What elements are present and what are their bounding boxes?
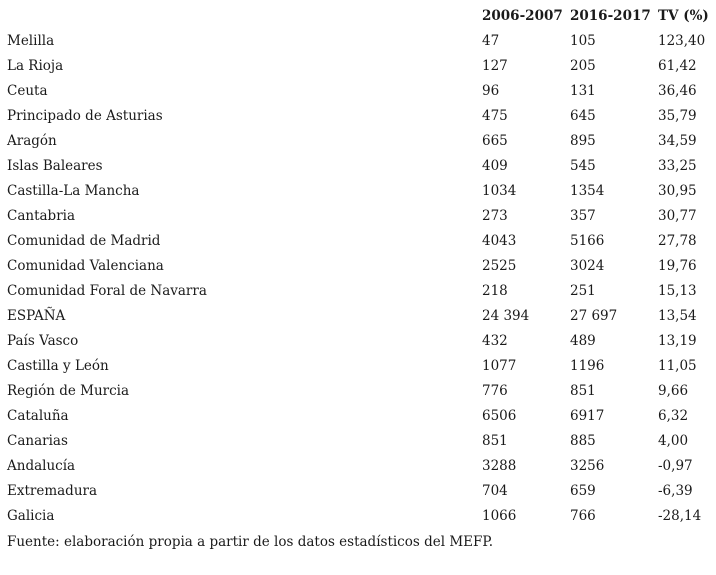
cell-region: País Vasco <box>7 333 79 349</box>
cell-tv: 27,78 <box>658 233 697 249</box>
cell-tv: 35,79 <box>658 108 697 124</box>
cell-2016-2017: 1354 <box>570 183 605 199</box>
cell-region: Comunidad Foral de Navarra <box>7 283 207 299</box>
cell-tv: 33,25 <box>658 158 697 174</box>
cell-region: Melilla <box>7 33 55 49</box>
table-row <box>0 279 716 304</box>
cell-2016-2017: 766 <box>570 508 596 524</box>
cell-region: Región de Murcia <box>7 383 130 399</box>
cell-region: Castilla y León <box>7 358 109 374</box>
cell-tv: 13,19 <box>658 333 697 349</box>
cell-2006-2007: 273 <box>482 208 508 224</box>
cell-2016-2017: 1196 <box>570 358 605 374</box>
table-row <box>0 329 716 354</box>
cell-2006-2007: 6506 <box>482 408 517 424</box>
cell-region: Cataluña <box>7 408 69 424</box>
cell-2006-2007: 704 <box>482 483 508 499</box>
cell-2006-2007: 665 <box>482 133 508 149</box>
cell-tv: -0,97 <box>658 458 693 474</box>
cell-2016-2017: 489 <box>570 333 596 349</box>
cell-tv: 13,54 <box>658 308 697 324</box>
cell-tv: 123,40 <box>658 33 706 49</box>
source-note: Fuente: elaboración propia a partir de los datos estadísticos del MEFP. <box>7 534 494 550</box>
header-2016-2017: 2016-2017 <box>570 8 651 24</box>
table-row <box>0 354 716 379</box>
cell-region: Islas Baleares <box>7 158 103 174</box>
table-row <box>0 454 716 479</box>
header-row <box>0 4 716 29</box>
cell-tv: 36,46 <box>658 83 697 99</box>
cell-region: Cantabria <box>7 208 76 224</box>
cell-tv: 30,77 <box>658 208 697 224</box>
cell-2016-2017: 545 <box>570 158 596 174</box>
cell-2016-2017: 3024 <box>570 258 605 274</box>
cell-region: Canarias <box>7 433 68 449</box>
cell-region: ESPAÑA <box>7 308 66 324</box>
cell-2006-2007: 96 <box>482 83 500 99</box>
table-row <box>0 154 716 179</box>
table-row <box>0 104 716 129</box>
cell-2016-2017: 6917 <box>570 408 605 424</box>
table-row <box>0 379 716 404</box>
cell-2006-2007: 218 <box>482 283 508 299</box>
cell-tv: 11,05 <box>658 358 697 374</box>
cell-2006-2007: 127 <box>482 58 508 74</box>
cell-2016-2017: 27 697 <box>570 308 618 324</box>
cell-2006-2007: 1066 <box>482 508 517 524</box>
cell-tv: 19,76 <box>658 258 697 274</box>
cell-2016-2017: 3256 <box>570 458 605 474</box>
table-row <box>0 54 716 79</box>
header-2006-2007: 2006-2007 <box>482 8 563 24</box>
cell-tv: 30,95 <box>658 183 697 199</box>
cell-region: Extremadura <box>7 483 98 499</box>
cell-2016-2017: 357 <box>570 208 596 224</box>
cell-tv: -6,39 <box>658 483 693 499</box>
cell-region: Comunidad Valenciana <box>7 258 164 274</box>
table-row <box>0 504 716 529</box>
table-body <box>0 29 716 529</box>
header-region <box>0 4 482 29</box>
cell-tv: 61,42 <box>658 58 697 74</box>
cell-region: Ceuta <box>7 83 48 99</box>
table-row <box>0 404 716 429</box>
cell-2016-2017: 205 <box>570 58 596 74</box>
table-row <box>0 254 716 279</box>
table-row <box>0 29 716 54</box>
cell-tv: 9,66 <box>658 383 689 399</box>
table-row <box>0 304 716 329</box>
cell-region: Comunidad de Madrid <box>7 233 161 249</box>
cell-region: Principado de Asturias <box>7 108 163 124</box>
cell-2016-2017: 885 <box>570 433 596 449</box>
data-table <box>0 4 716 529</box>
cell-2016-2017: 851 <box>570 383 596 399</box>
table-row <box>0 204 716 229</box>
table-row <box>0 129 716 154</box>
cell-2006-2007: 475 <box>482 108 508 124</box>
cell-2006-2007: 2525 <box>482 258 517 274</box>
cell-tv: 34,59 <box>658 133 697 149</box>
cell-region: Andalucía <box>7 458 76 474</box>
table-row <box>0 179 716 204</box>
cell-2016-2017: 659 <box>570 483 596 499</box>
cell-2006-2007: 24 394 <box>482 308 530 324</box>
cell-2016-2017: 131 <box>570 83 596 99</box>
cell-2016-2017: 895 <box>570 133 596 149</box>
cell-tv: 4,00 <box>658 433 689 449</box>
cell-2006-2007: 3288 <box>482 458 517 474</box>
cell-2006-2007: 1034 <box>482 183 517 199</box>
cell-2006-2007: 409 <box>482 158 508 174</box>
cell-2006-2007: 432 <box>482 333 508 349</box>
cell-2006-2007: 776 <box>482 383 508 399</box>
table-row <box>0 229 716 254</box>
cell-region: Castilla-La Mancha <box>7 183 140 199</box>
cell-tv: 15,13 <box>658 283 697 299</box>
cell-2016-2017: 5166 <box>570 233 605 249</box>
cell-2006-2007: 851 <box>482 433 508 449</box>
table-row <box>0 429 716 454</box>
cell-2016-2017: 105 <box>570 33 596 49</box>
cell-2016-2017: 645 <box>570 108 596 124</box>
cell-2016-2017: 251 <box>570 283 596 299</box>
cell-tv: 6,32 <box>658 408 689 424</box>
cell-region: Aragón <box>7 133 57 149</box>
cell-region: Galicia <box>7 508 55 524</box>
table-row <box>0 79 716 104</box>
table-row <box>0 479 716 504</box>
cell-tv: -28,14 <box>658 508 702 524</box>
cell-2006-2007: 1077 <box>482 358 517 374</box>
cell-region: La Rioja <box>7 58 64 74</box>
header-tv: TV (%) <box>658 8 709 24</box>
cell-2006-2007: 4043 <box>482 233 517 249</box>
cell-2006-2007: 47 <box>482 33 500 49</box>
